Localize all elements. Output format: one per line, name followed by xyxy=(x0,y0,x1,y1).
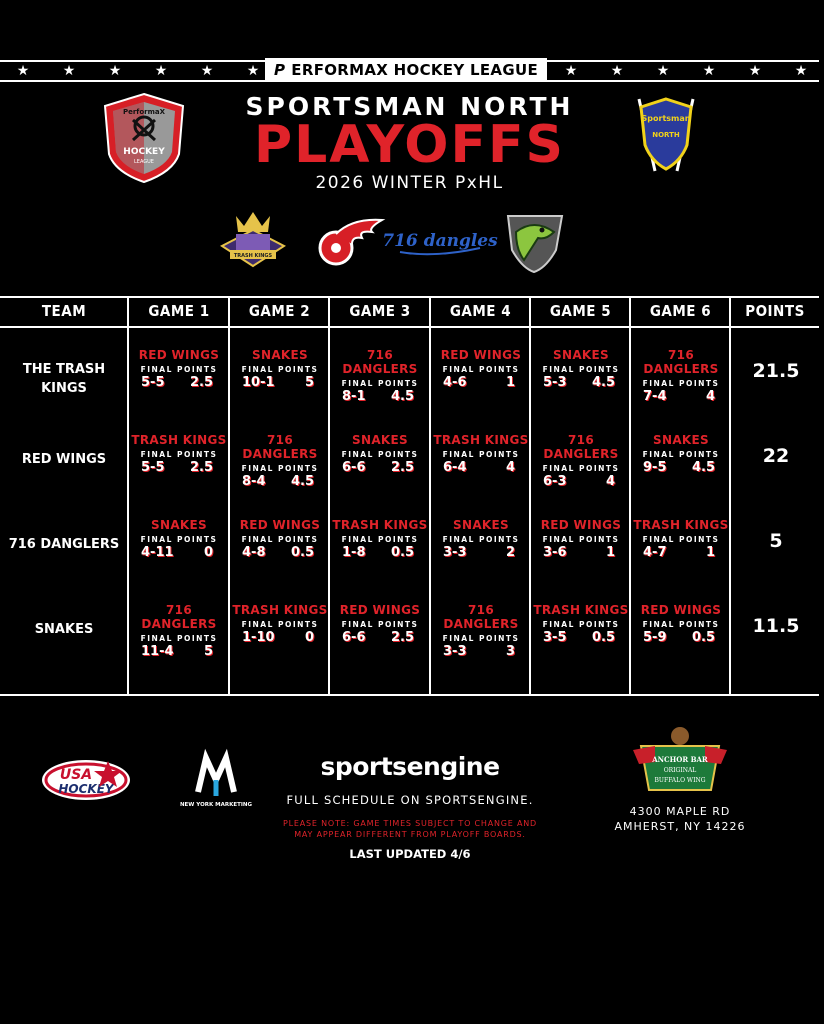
game-points: 0.5 xyxy=(691,630,715,645)
score-line xyxy=(330,460,430,475)
score-line xyxy=(230,630,330,645)
game-cell xyxy=(531,348,631,390)
final-points-label: FINAL POINTS xyxy=(442,634,520,643)
final-points-label: FINAL POINTS xyxy=(341,620,419,629)
opponent-name: 716 DANGLERS xyxy=(242,433,318,461)
final-score: 8-1 xyxy=(342,389,366,404)
game-points: 1 xyxy=(505,375,515,390)
shield-text-sportsman: Sportsman xyxy=(641,114,691,123)
final-points-label: FINAL POINTS xyxy=(542,620,620,629)
game-cell xyxy=(431,518,531,560)
game-cell xyxy=(330,518,430,560)
final-score: 7-4 xyxy=(643,389,667,404)
opponent-name: RED WINGS xyxy=(540,518,622,532)
score-line xyxy=(330,630,430,645)
total-points: 22 xyxy=(762,445,790,467)
stars-left xyxy=(0,62,276,80)
game-cell xyxy=(330,603,430,645)
playoffs-title: PLAYOFFS xyxy=(253,115,565,175)
final-score: 4-11 xyxy=(141,545,174,560)
shield-text-performax: PerformaX xyxy=(122,108,166,116)
header-game-2: GAME 2 xyxy=(248,302,311,320)
division-title: SPORTSMAN NORTH xyxy=(245,92,574,121)
header-game-5: GAME 5 xyxy=(549,302,612,320)
shield-text-hockey: HOCKEY xyxy=(123,147,165,157)
score-line xyxy=(531,545,631,560)
opponent-name: SNAKES xyxy=(151,518,207,532)
star-icon: ★ xyxy=(246,63,260,79)
final-points-label: FINAL POINTS xyxy=(241,535,319,544)
season-subtitle: 2026 WINTER PxHL xyxy=(315,173,504,193)
716-danglers-logo xyxy=(382,216,498,266)
score-line xyxy=(129,644,229,659)
game-points: 0.5 xyxy=(390,545,414,560)
game-cell xyxy=(631,348,731,404)
anchor-bar-text: ANCHOR BAR xyxy=(652,755,708,764)
final-points-label: FINAL POINTS xyxy=(642,535,720,544)
opponent-name: TRASH KINGS xyxy=(131,433,227,447)
final-points-label: FINAL POINTS xyxy=(140,450,218,459)
game-cell xyxy=(431,433,531,475)
final-score: 3-3 xyxy=(443,644,467,659)
team-name: THE TRASH KINGS xyxy=(22,362,106,396)
league-name: ERFORMAX HOCKEY LEAGUE xyxy=(291,61,538,79)
performax-mark: P xyxy=(274,61,286,79)
game-cell xyxy=(330,348,430,404)
stars-right xyxy=(548,62,824,80)
score-line xyxy=(431,644,531,659)
star-icon: ★ xyxy=(748,63,762,79)
star-icon: ★ xyxy=(794,63,808,79)
team-name: RED WINGS xyxy=(21,452,107,467)
red-wings-logo xyxy=(312,214,384,270)
star-icon: ★ xyxy=(200,63,214,79)
opponent-name: SNAKES xyxy=(453,518,509,532)
opponent-name: SNAKES xyxy=(553,348,609,362)
disclaimer-note: PLEASE NOTE: GAME TIMES SUBJECT TO CHANGE AND MAY APPEAR DIFFERENT FROM PLAYOFF BOARDS. xyxy=(283,819,537,839)
opponent-name: TRASH KINGS xyxy=(433,433,529,447)
final-score: 5-5 xyxy=(141,375,165,390)
star-icon: ★ xyxy=(702,63,716,79)
score-line xyxy=(230,474,330,489)
final-score: 5-3 xyxy=(543,375,567,390)
anchor-wing-text: BUFFALO WING xyxy=(654,777,706,784)
usa-text: USA xyxy=(59,767,93,783)
final-points-label: FINAL POINTS xyxy=(140,634,218,643)
opponent-name: SNAKES xyxy=(352,433,408,447)
header-game-4: GAME 4 xyxy=(449,302,512,320)
score-line xyxy=(431,460,531,475)
final-score: 4-7 xyxy=(643,545,667,560)
final-points-label: FINAL POINTS xyxy=(341,450,419,459)
header-team: TEAM xyxy=(41,302,87,320)
table-rule-top xyxy=(0,296,819,298)
final-points-label: FINAL POINTS xyxy=(341,535,419,544)
final-score: 8-4 xyxy=(242,474,266,489)
final-points-label: FINAL POINTS xyxy=(140,535,218,544)
final-points-label: FINAL POINTS xyxy=(642,620,720,629)
final-score: 9-5 xyxy=(643,460,667,475)
last-updated: LAST UPDATED 4/6 xyxy=(349,847,471,861)
game-cell xyxy=(230,433,330,489)
score-line xyxy=(129,375,229,390)
final-points-label: FINAL POINTS xyxy=(140,365,218,374)
game-points: 4.5 xyxy=(591,375,615,390)
game-points: 4.5 xyxy=(390,389,414,404)
game-points: 4 xyxy=(605,474,615,489)
opponent-name: 716 DANGLERS xyxy=(443,603,519,631)
total-points: 5 xyxy=(769,530,783,552)
trash-kings-logo xyxy=(218,208,288,278)
star-icon: ★ xyxy=(16,63,30,79)
opponent-name: RED WINGS xyxy=(339,603,421,617)
trash-kings-logo-text: TRASH KINGS xyxy=(233,253,273,259)
final-points-label: FINAL POINTS xyxy=(542,365,620,374)
game-points: 4 xyxy=(705,389,715,404)
league-banner xyxy=(265,58,547,82)
game-cell xyxy=(230,603,330,645)
score-line xyxy=(330,389,430,404)
score-line xyxy=(230,375,330,390)
star-icon: ★ xyxy=(154,63,168,79)
standings-table xyxy=(0,296,819,696)
score-line xyxy=(631,460,731,475)
new-york-marketing-logo xyxy=(176,752,256,810)
final-points-label: FINAL POINTS xyxy=(442,365,520,374)
header-game-1: GAME 1 xyxy=(148,302,210,320)
shield-text-league: LEAGUE xyxy=(134,159,154,165)
final-score: 10-1 xyxy=(242,375,275,390)
opponent-name: SNAKES xyxy=(653,433,709,447)
team-name: 716 DANGLERS xyxy=(8,537,120,552)
score-line xyxy=(631,545,731,560)
star-icon: ★ xyxy=(62,63,76,79)
final-points-label: FINAL POINTS xyxy=(542,464,620,473)
final-points-label: FINAL POINTS xyxy=(341,379,419,388)
game-points: 5 xyxy=(304,375,314,390)
game-points: 2.5 xyxy=(189,375,213,390)
game-points: 2.5 xyxy=(189,460,213,475)
score-line xyxy=(129,460,229,475)
score-line xyxy=(230,545,330,560)
anchor-bar-logo xyxy=(631,724,729,800)
game-points: 4.5 xyxy=(290,474,314,489)
opponent-name: 716 DANGLERS xyxy=(643,348,719,376)
game-points: 1 xyxy=(705,545,715,560)
anchor-original-text: ORIGINAL xyxy=(663,767,697,774)
sportsengine-logo xyxy=(280,752,540,781)
opponent-name: 716 DANGLERS xyxy=(141,603,217,631)
header-points: POINTS xyxy=(745,302,805,320)
total-points: 11.5 xyxy=(752,615,800,637)
game-cell xyxy=(631,518,731,560)
game-points: 2 xyxy=(505,545,515,560)
game-cell xyxy=(230,348,330,390)
final-score: 4-6 xyxy=(443,375,467,390)
opponent-name: TRASH KINGS xyxy=(232,603,328,617)
score-line xyxy=(129,545,229,560)
opponent-name: TRASH KINGS xyxy=(332,518,428,532)
game-points: 5 xyxy=(203,644,213,659)
score-line xyxy=(631,630,731,645)
final-score: 5-9 xyxy=(643,630,667,645)
shield-text-north: NORTH xyxy=(652,131,680,139)
final-points-label: FINAL POINTS xyxy=(542,535,620,544)
game-points: 0 xyxy=(203,545,213,560)
score-line xyxy=(431,545,531,560)
team-logos-row xyxy=(218,208,570,278)
game-cell xyxy=(330,433,430,475)
total-points: 21.5 xyxy=(752,360,800,382)
opponent-name: 716 DANGLERS xyxy=(543,433,619,461)
final-points-label: FINAL POINTS xyxy=(642,450,720,459)
game-cell xyxy=(531,433,631,489)
game-points: 1 xyxy=(605,545,615,560)
address-line-2: AMHERST, NY 14226 xyxy=(614,820,746,833)
star-icon: ★ xyxy=(610,63,624,79)
final-points-label: FINAL POINTS xyxy=(241,464,319,473)
game-cell xyxy=(129,433,229,475)
game-cell xyxy=(531,603,631,645)
header-game-6: GAME 6 xyxy=(649,302,712,320)
final-points-label: FINAL POINTS xyxy=(442,450,520,459)
sportsman-north-shield-logo xyxy=(633,95,699,175)
game-points: 3 xyxy=(505,644,515,659)
sportsengine-wordmark: sportsengine xyxy=(320,752,500,781)
final-score: 3-5 xyxy=(543,630,567,645)
game-points: 0.5 xyxy=(591,630,615,645)
final-score: 3-6 xyxy=(543,545,567,560)
final-score: 6-6 xyxy=(342,460,366,475)
final-score: 5-5 xyxy=(141,460,165,475)
score-line xyxy=(631,389,731,404)
final-score: 6-6 xyxy=(342,630,366,645)
final-score: 6-4 xyxy=(443,460,467,475)
opponent-name: RED WINGS xyxy=(138,348,220,362)
score-line xyxy=(531,375,631,390)
game-points: 2.5 xyxy=(390,630,414,645)
table-rule-bottom xyxy=(0,694,819,696)
final-points-label: FINAL POINTS xyxy=(241,620,319,629)
star-icon: ★ xyxy=(108,63,122,79)
final-score: 1-10 xyxy=(242,630,275,645)
final-points-label: FINAL POINTS xyxy=(442,535,520,544)
opponent-name: RED WINGS xyxy=(440,348,522,362)
final-points-label: FINAL POINTS xyxy=(241,365,319,374)
opponent-name: RED WINGS xyxy=(640,603,722,617)
game-cell xyxy=(531,518,631,560)
team-name: SNAKES xyxy=(34,622,94,637)
address-line-1: 4300 MAPLE RD xyxy=(629,805,731,818)
star-icon: ★ xyxy=(564,63,578,79)
table-rule-header xyxy=(0,326,819,328)
game-cell xyxy=(129,518,229,560)
opponent-name: 716 DANGLERS xyxy=(342,348,418,376)
nym-label: NEW YORK MARKETING xyxy=(179,802,253,808)
usa-hockey-logo xyxy=(40,755,132,805)
game-points: 4.5 xyxy=(691,460,715,475)
final-score: 11-4 xyxy=(141,644,174,659)
final-score: 1-8 xyxy=(342,545,366,560)
star-icon: ★ xyxy=(656,63,670,79)
schedule-note: FULL SCHEDULE ON SPORTSENGINE. xyxy=(286,793,534,807)
final-score: 6-3 xyxy=(543,474,567,489)
game-points: 0 xyxy=(304,630,314,645)
opponent-name: RED WINGS xyxy=(239,518,321,532)
score-line xyxy=(531,630,631,645)
game-points: 2.5 xyxy=(390,460,414,475)
header-game-3: GAME 3 xyxy=(349,302,411,320)
game-points: 0.5 xyxy=(290,545,314,560)
snakes-logo xyxy=(498,210,570,276)
danglers-logo-text: 716 dangles xyxy=(382,231,498,251)
final-score: 3-3 xyxy=(443,545,467,560)
score-line xyxy=(330,545,430,560)
game-cell xyxy=(129,603,229,659)
final-score: 4-8 xyxy=(242,545,266,560)
opponent-name: SNAKES xyxy=(252,348,308,362)
final-points-label: FINAL POINTS xyxy=(642,379,720,388)
game-cell xyxy=(631,433,731,475)
score-line xyxy=(431,375,531,390)
opponent-name: TRASH KINGS xyxy=(633,518,729,532)
game-cell xyxy=(129,348,229,390)
game-cell xyxy=(230,518,330,560)
score-line xyxy=(531,474,631,489)
game-cell xyxy=(431,603,531,659)
hockey-text: HOCKEY xyxy=(58,782,114,796)
opponent-name: TRASH KINGS xyxy=(533,603,629,617)
game-cell xyxy=(631,603,731,645)
game-cell xyxy=(431,348,531,390)
game-points: 4 xyxy=(505,460,515,475)
